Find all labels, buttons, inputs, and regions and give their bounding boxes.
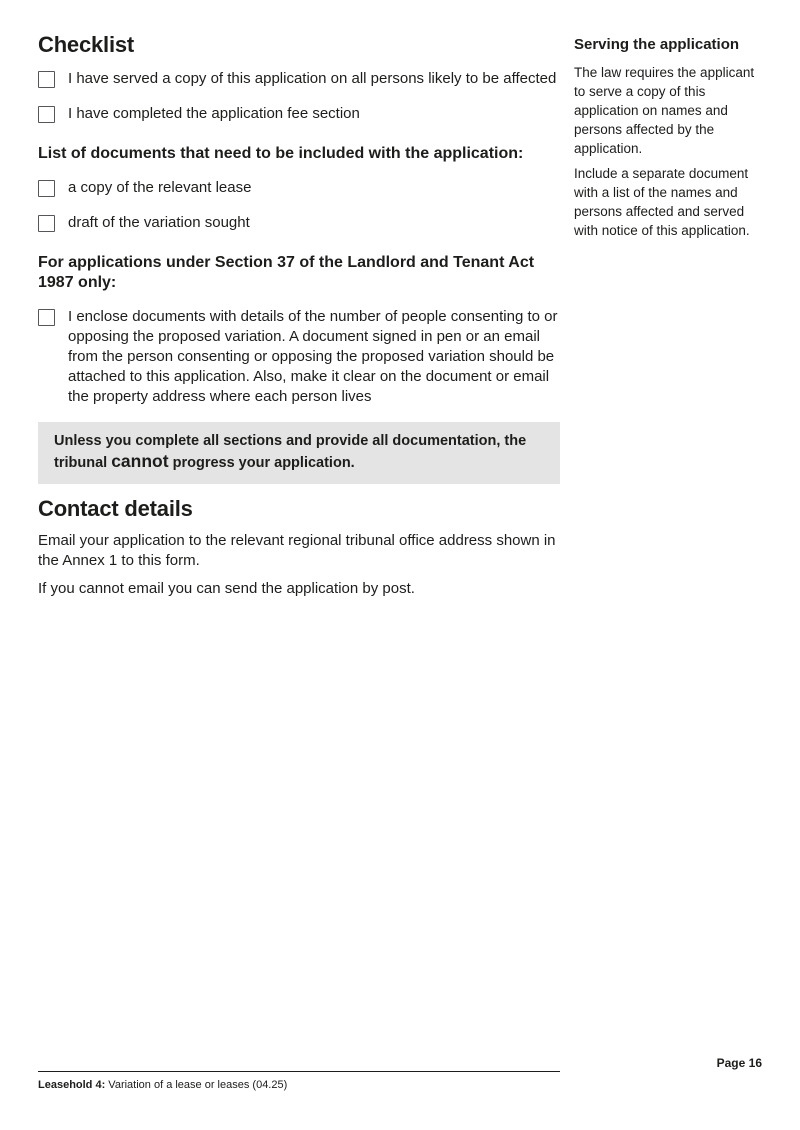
contact-paragraph-post: If you cannot email you can send the application by post.	[38, 580, 415, 597]
section37-heading: For applications under Section 37 of the Landlord and Tenant Act 1987 only:	[38, 254, 535, 291]
checklist-item-label: I enclose documents with details of the number of people consenting to or opposing the proposed variation. A document signed in pen or an email from the person consenting or opposing the proposed variation should be attached to this application. Also, make it clear on the document or email the property address where each person lives	[68, 308, 558, 405]
draft-variation-checkbox[interactable]	[38, 215, 55, 232]
warning-text-after: progress your application.	[168, 455, 355, 471]
checklist-heading: Checklist	[38, 32, 135, 57]
documents-list-heading: List of documents that need to be included with the application:	[38, 145, 524, 162]
main-column	[38, 32, 560, 607]
checklist-item-served-copy	[38, 69, 560, 89]
checklist-item-label: draft of the variation sought	[68, 214, 250, 231]
warning-emphasis: cannot	[111, 451, 169, 471]
relevant-lease-checkbox[interactable]	[38, 180, 55, 197]
sidebar-paragraph-include: Include a separate document with a list of the names and persons affected and served with notice of this application.	[574, 166, 750, 238]
served-copy-checkbox[interactable]	[38, 71, 55, 88]
sidebar-note	[574, 32, 762, 607]
sidebar-heading: Serving the application	[574, 36, 740, 53]
checklist-item-relevant-lease	[38, 178, 560, 198]
enclose-documents-checkbox[interactable]	[38, 309, 55, 326]
footer-divider	[38, 1071, 560, 1072]
warning-text-before: Unless you complete all sections and provide all documentation, the tribunal	[54, 433, 527, 471]
checklist-item-fee-section	[38, 104, 560, 124]
sidebar-paragraph-law: The law requires the applicant to serve a copy of this application on names and persons affected by the application.	[574, 65, 755, 156]
warning-notice	[38, 422, 560, 484]
checklist-item-label: a copy of the relevant lease	[68, 179, 252, 196]
footer-form-title	[38, 1078, 287, 1092]
checklist-item-label: I have completed the application fee section	[68, 105, 360, 122]
contact-paragraph-email: Email your application to the relevant regional tribunal office address shown in the Annex 1 to this form.	[38, 532, 556, 569]
checklist-item-draft-variation	[38, 213, 560, 233]
page-number: Page 16	[716, 1056, 762, 1070]
contact-details-heading: Contact details	[38, 496, 193, 521]
fee-section-checkbox[interactable]	[38, 106, 55, 123]
checklist-item-label: I have served a copy of this application on all persons likely to be affected	[68, 70, 557, 87]
checklist-item-enclose-documents	[38, 307, 560, 407]
footer-form-name: Leasehold 4:	[38, 1079, 106, 1091]
footer-form-subtitle: Variation of a lease or leases (04.25)	[105, 1079, 288, 1091]
